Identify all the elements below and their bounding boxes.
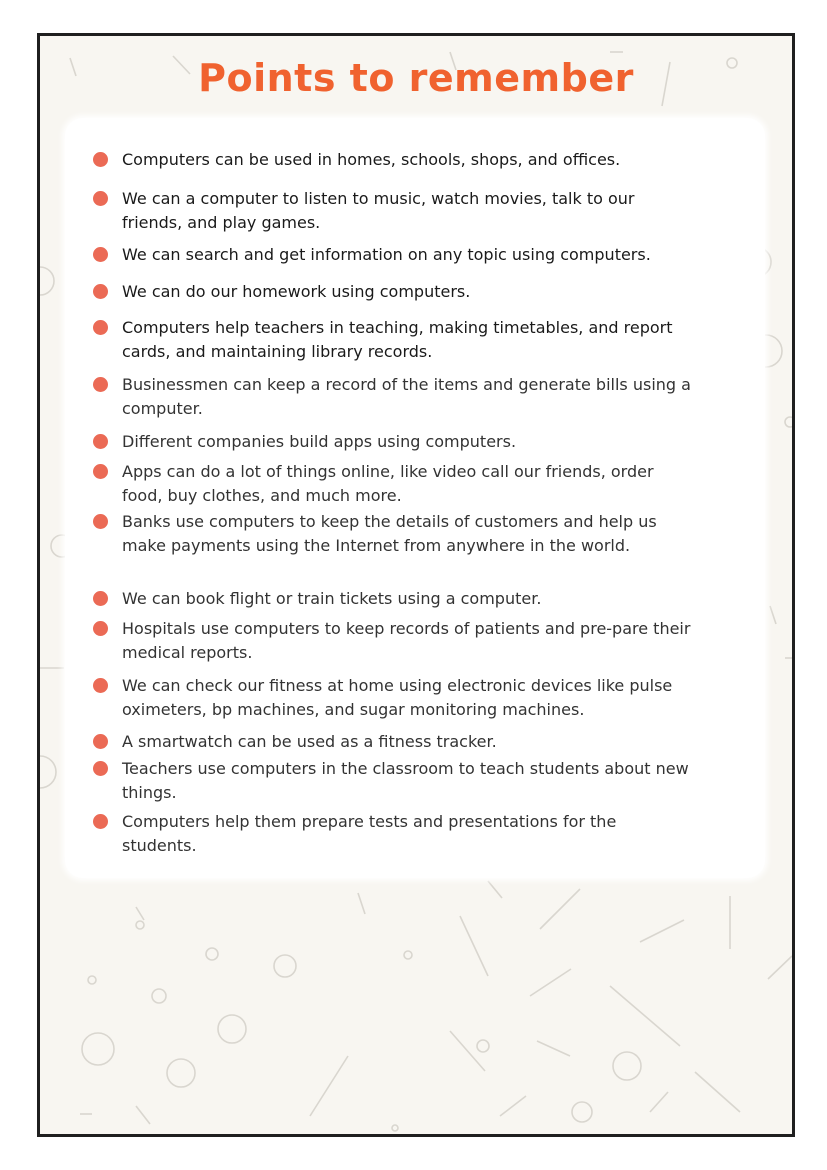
bullet-dot-icon [93, 152, 108, 167]
point-text: Businessmen can keep a record of the items and generate bills using a computer. [122, 375, 691, 418]
bullet-dot-icon [93, 678, 108, 693]
bullet-dot-icon [93, 434, 108, 449]
list-item [93, 430, 693, 454]
bullet-dot-icon [93, 514, 108, 529]
point-text: We can book flight or train tickets using a computer. [122, 589, 542, 608]
point-text: We can a computer to listen to music, watch movies, talk to our friends, and play games. [122, 189, 635, 232]
point-text: Teachers use computers in the classroom to teach students about new things. [122, 759, 689, 802]
page-frame [37, 33, 795, 1137]
page-title: Points to remember [198, 56, 634, 100]
bullet-dot-icon [93, 191, 108, 206]
list-item [93, 587, 693, 611]
bullet-dot-icon [93, 761, 108, 776]
point-text: A smartwatch can be used as a fitness tracker. [122, 732, 497, 751]
point-text: Different companies build apps using computers. [122, 432, 517, 451]
list-item [93, 316, 693, 363]
list-item [93, 757, 693, 804]
point-text: Computers help teachers in teaching, making timetables, and report cards, and maintaining library records. [122, 318, 673, 361]
bullet-dot-icon [93, 320, 108, 335]
bullet-dot-icon [93, 247, 108, 262]
list-item [93, 280, 693, 304]
list-item [93, 674, 693, 721]
list-item [93, 460, 693, 507]
bullet-dot-icon [93, 734, 108, 749]
list-item [93, 510, 693, 557]
points-panel [65, 118, 765, 878]
point-text: Banks use computers to keep the details of customers and help us make payments using the Internet from anywhere in the world. [122, 512, 657, 555]
list-item [93, 243, 693, 267]
list-item [93, 373, 693, 420]
list-item [93, 810, 693, 857]
point-text: Computers can be used in homes, schools, shops, and offices. [122, 150, 621, 169]
point-text: Apps can do a lot of things online, like video call our friends, order food, buy clothes, and much more. [122, 462, 654, 505]
point-text: We can check our fitness at home using electronic devices like pulse oximeters, bp machines, and sugar monitoring machines. [122, 676, 673, 719]
list-item [93, 730, 693, 754]
point-text: Computers help them prepare tests and presentations for the students. [122, 812, 617, 855]
list-item [93, 617, 693, 664]
list-item [93, 148, 693, 172]
bullet-dot-icon [93, 621, 108, 636]
bullet-dot-icon [93, 464, 108, 479]
bullet-dot-icon [93, 377, 108, 392]
point-text: Hospitals use computers to keep records of patients and pre-pare their medical reports. [122, 619, 691, 662]
bullet-dot-icon [93, 284, 108, 299]
bullet-dot-icon [93, 814, 108, 829]
point-text: We can do our homework using computers. [122, 282, 471, 301]
list-item [93, 187, 693, 234]
point-text: We can search and get information on any topic using computers. [122, 245, 651, 264]
bullet-dot-icon [93, 591, 108, 606]
